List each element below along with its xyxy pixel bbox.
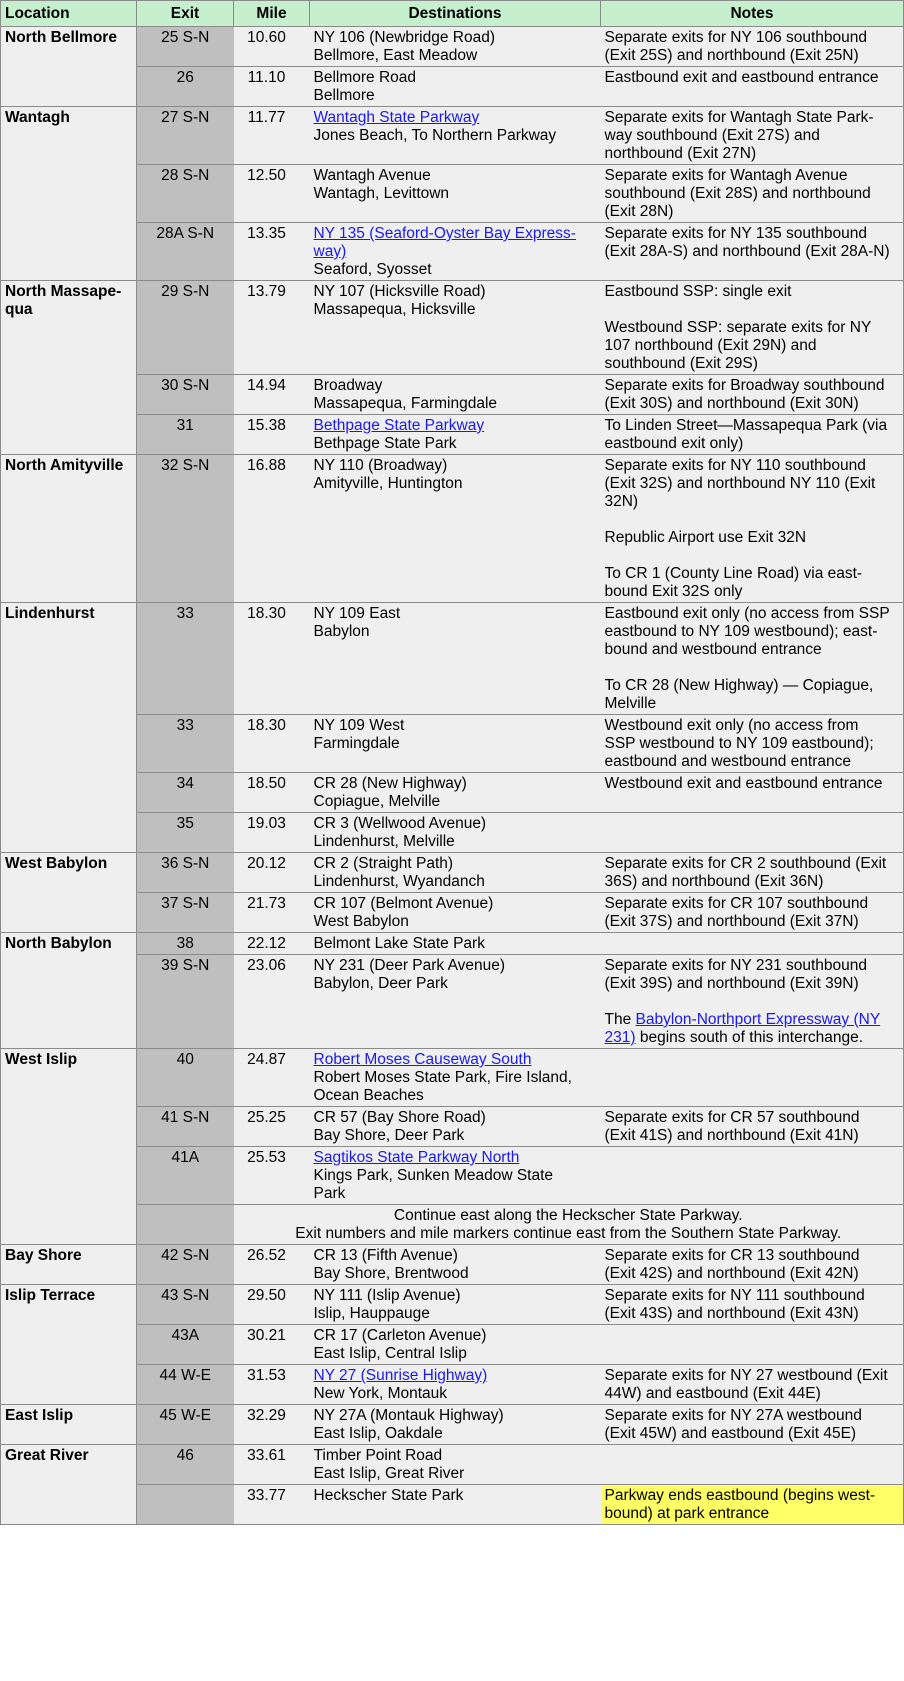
- location-name: West Islip: [5, 1051, 78, 1068]
- destinations-cell: [310, 27, 601, 67]
- destination-text: Wantagh, Levittown: [313, 185, 450, 202]
- note-spacer: [605, 301, 900, 319]
- destination-text: Bellmore Road: [313, 69, 417, 86]
- note-spacer: [605, 993, 900, 1011]
- mile-marker: 10.60: [234, 27, 310, 67]
- exit-number: 42 S-N: [137, 1245, 234, 1285]
- destination-text: East Islip, Central Islip: [313, 1345, 467, 1362]
- text-line: way southbound (Exit 27S) and: [604, 127, 820, 144]
- note-spacer: [605, 659, 900, 677]
- notes-cell: [601, 223, 904, 281]
- location-name: North Bellmore: [5, 29, 117, 46]
- exit-number: 44 W-E: [137, 1365, 234, 1405]
- location-cell: [1, 1049, 137, 1245]
- notes-cell: [601, 107, 904, 165]
- destination-link-wrap: [314, 417, 597, 435]
- text-line: Westbound SSP: separate exits for NY: [604, 319, 872, 336]
- destination-text: NY 231 (Deer Park Avenue): [313, 957, 506, 974]
- location-cell: [1, 1285, 137, 1405]
- destination-text: Ocean Beaches: [313, 1087, 424, 1104]
- location-name: North Massape-: [5, 283, 122, 300]
- destinations-cell: [310, 933, 601, 955]
- mile-marker: 16.88: [234, 455, 310, 603]
- notes-cell: [601, 1325, 904, 1365]
- notes-cell: [601, 603, 904, 715]
- destination-text: Seaford, Syosset: [313, 261, 432, 278]
- exit-number: 43A: [137, 1325, 234, 1365]
- location-cell: [1, 933, 137, 1049]
- notes-cell: [601, 165, 904, 223]
- text-line: 32N): [604, 493, 639, 510]
- exit-number: 33: [137, 715, 234, 773]
- table-row: [1, 107, 904, 165]
- text-line: bound Exit 32S only: [604, 583, 743, 600]
- table-row: [1, 165, 904, 223]
- destination-text: NY 109 East: [313, 605, 401, 622]
- destination-text: Massapequa, Hicksville: [313, 301, 476, 318]
- notes-cell: [601, 1485, 904, 1525]
- text-line: bound and westbound entrance: [604, 641, 822, 658]
- destinations-cell: [310, 893, 601, 933]
- text-line: To CR 1 (County Line Road) via east-: [604, 565, 863, 582]
- destination-text: Islip, Hauppauge: [313, 1305, 430, 1322]
- destinations-cell: [310, 1325, 601, 1365]
- note-link[interactable]: Babylon-Northport Expressway (NY: [635, 1011, 881, 1028]
- text-line: Separate exits for NY 135 southbound: [604, 225, 868, 242]
- notes-cell: [601, 893, 904, 933]
- mile-marker: 11.77: [234, 107, 310, 165]
- notes-cell: [601, 455, 904, 603]
- table-body: [1, 27, 904, 1525]
- table-row: [1, 1147, 904, 1205]
- text-line: eastbound to NY 109 westbound); east-: [604, 623, 878, 640]
- exit-number: 41A: [137, 1147, 234, 1205]
- mile-marker: 25.53: [234, 1147, 310, 1205]
- mile-marker: 33.77: [234, 1485, 310, 1525]
- notes-cell: [601, 27, 904, 67]
- notes-cell: [601, 715, 904, 773]
- destination-text: CR 3 (Wellwood Avenue): [313, 815, 487, 832]
- table-row: [1, 773, 904, 813]
- destination-link-wrap: [314, 109, 597, 127]
- table-row: [1, 1285, 904, 1325]
- notes-cell: [601, 1107, 904, 1147]
- location-cell: [1, 1445, 137, 1525]
- notes-cell: [601, 1365, 904, 1405]
- text-line: Separate exits for Wantagh State Park-: [604, 109, 874, 126]
- location-cell: [1, 107, 137, 281]
- exit-number: 31: [137, 415, 234, 455]
- notes-cell: [601, 773, 904, 813]
- exit-number: 29 S-N: [137, 281, 234, 375]
- exit-number: 40: [137, 1049, 234, 1107]
- destination-text: Lindenhurst, Melville: [313, 833, 455, 850]
- text-line: 44W) and eastbound (Exit 44E): [604, 1385, 821, 1402]
- location-name: North Amityville: [5, 457, 124, 474]
- destination-text: Bay Shore, Deer Park: [313, 1127, 465, 1144]
- exit-number: 38: [137, 933, 234, 955]
- table-row: [1, 415, 904, 455]
- continuation-text: Continue east along the Heckscher State Parkway.: [393, 1207, 743, 1224]
- exit-header: Exit: [137, 1, 234, 27]
- destinations-cell: [310, 1485, 601, 1525]
- destination-text: CR 13 (Fifth Avenue): [313, 1247, 458, 1264]
- text-line: southbound (Exit 28S) and northbound: [604, 185, 871, 202]
- text-line: Separate exits for NY 110 southbound: [604, 457, 866, 474]
- destination-text: Broadway: [313, 377, 383, 394]
- text-line: eastbound exit only): [604, 435, 744, 452]
- destinations-cell: [310, 107, 601, 165]
- table-row: [1, 281, 904, 375]
- text-line: northbound (Exit 27N): [604, 145, 757, 162]
- destinations-cell: [310, 1285, 601, 1325]
- continuation-text: Exit numbers and mile markers continue east from the Southern State Parkway.: [295, 1225, 842, 1242]
- destination-text: NY 27A (Montauk Highway): [313, 1407, 504, 1424]
- text-line: Eastbound exit only (no access from SSP: [604, 605, 890, 622]
- text-line: Melville: [604, 695, 657, 712]
- text-line: Separate exits for Wantagh Avenue: [604, 167, 848, 184]
- text-line: To Linden Street—Massapequa Park (via: [604, 417, 888, 434]
- destinations-cell: [310, 281, 601, 375]
- text-line: Separate exits for CR 2 southbound (Exit: [604, 855, 887, 872]
- text-line: southbound (Exit 29S): [604, 355, 758, 372]
- location-name: Bay Shore: [5, 1247, 82, 1264]
- exit-number: 37 S-N: [137, 893, 234, 933]
- destination-text: Robert Moses State Park, Fire Island,: [313, 1069, 572, 1086]
- text-line: Separate exits for NY 27A westbound: [604, 1407, 862, 1424]
- text-line: (Exit 37S) and northbound (Exit 37N): [604, 913, 859, 930]
- notes-cell: [601, 415, 904, 455]
- destination-text: NY 109 West: [313, 717, 405, 734]
- mile-marker: 11.10: [234, 67, 310, 107]
- destination-text: Belmont Lake State Park: [313, 935, 485, 952]
- table-row: [1, 27, 904, 67]
- destinations-cell: [310, 1147, 601, 1205]
- notes-cell: [601, 853, 904, 893]
- destinations-header: Destinations: [310, 1, 601, 27]
- destination-text: Bethpage State Park: [313, 435, 457, 452]
- table-row: [1, 933, 904, 955]
- note-text: The: [604, 1011, 636, 1028]
- destinations-cell: [310, 223, 601, 281]
- table-row: [1, 1245, 904, 1285]
- table-row: [1, 1365, 904, 1405]
- note-paragraph: [605, 1011, 900, 1047]
- destination-text: Babylon: [313, 623, 370, 640]
- exit-cell: [137, 1205, 234, 1245]
- exit-number: 39 S-N: [137, 955, 234, 1049]
- mile-marker: 15.38: [234, 415, 310, 455]
- exit-number: 28A S-N: [137, 223, 234, 281]
- destinations-cell: [310, 1365, 601, 1405]
- text-line: (Exit 28A-S) and northbound (Exit 28A-N): [604, 243, 890, 260]
- location-name: Islip Terrace: [5, 1287, 96, 1304]
- destinations-cell: [310, 603, 601, 715]
- destinations-cell: [310, 715, 601, 773]
- text-line: (Exit 45W) and eastbound (Exit 45E): [604, 1425, 857, 1442]
- location-name: North Babylon: [5, 935, 112, 952]
- text-line: Separate exits for CR 13 southbound: [604, 1247, 860, 1264]
- location-cell: [1, 1245, 137, 1285]
- location-name: Great River: [5, 1447, 89, 1464]
- destinations-cell: [310, 955, 601, 1049]
- mile-marker: 26.52: [234, 1245, 310, 1285]
- mile-marker: 22.12: [234, 933, 310, 955]
- text-line: Separate exits for NY 27 westbound (Exit: [604, 1367, 888, 1384]
- mile-marker: 29.50: [234, 1285, 310, 1325]
- text-line: (Exit 25S) and northbound (Exit 25N): [604, 47, 859, 64]
- destination-text: NY 106 (Newbridge Road): [313, 29, 496, 46]
- text-line: (Exit 30S) and northbound (Exit 30N): [604, 395, 859, 412]
- destination-text: CR 2 (Straight Path): [313, 855, 454, 872]
- mile-marker: 19.03: [234, 813, 310, 853]
- destinations-cell: [310, 1445, 601, 1485]
- destination-text: CR 57 (Bay Shore Road): [313, 1109, 486, 1126]
- destination-text: Copiague, Melville: [313, 793, 441, 810]
- table-row: [1, 893, 904, 933]
- table-row: [1, 813, 904, 853]
- mile-marker: 18.30: [234, 603, 310, 715]
- exit-number: 46: [137, 1445, 234, 1485]
- destination-link[interactable]: way): [313, 243, 347, 260]
- destinations-cell: [310, 813, 601, 853]
- note-spacer: [605, 547, 900, 565]
- destinations-cell: [310, 165, 601, 223]
- destination-text: Bay Shore, Brentwood: [313, 1265, 469, 1282]
- mile-marker: 23.06: [234, 955, 310, 1049]
- table-row: [1, 1325, 904, 1365]
- destinations-cell: [310, 1107, 601, 1147]
- destination-link[interactable]: Wantagh State Parkway: [313, 109, 480, 126]
- location-name: East Islip: [5, 1407, 74, 1424]
- exit-number: 34: [137, 773, 234, 813]
- location-name: qua: [5, 301, 33, 318]
- location-name: West Babylon: [5, 855, 108, 872]
- destination-link[interactable]: NY 27 (Sunrise Highway): [313, 1367, 488, 1384]
- exit-number: 35: [137, 813, 234, 853]
- text-line: 36S) and northbound (Exit 36N): [604, 873, 824, 890]
- location-header: Location: [1, 1, 137, 27]
- table-row: [1, 67, 904, 107]
- destinations-cell: [310, 67, 601, 107]
- mile-marker: 21.73: [234, 893, 310, 933]
- notes-cell: [601, 375, 904, 415]
- notes-cell: [601, 281, 904, 375]
- destination-text: Amityville, Huntington: [313, 475, 463, 492]
- destination-text: CR 107 (Belmont Avenue): [313, 895, 494, 912]
- text-line: Westbound exit and eastbound entrance: [604, 775, 883, 792]
- text-line: Eastbound exit and eastbound entrance: [604, 69, 879, 86]
- destinations-cell: [310, 375, 601, 415]
- destination-text: CR 28 (New Highway): [313, 775, 467, 792]
- destination-text: Bellmore, East Meadow: [313, 47, 478, 64]
- exit-number: 45 W-E: [137, 1405, 234, 1445]
- text-line: Separate exits for NY 106 southbound: [604, 29, 868, 46]
- text-line: Separate exits for CR 107 southbound: [604, 895, 869, 912]
- destination-link-wrap: [314, 225, 597, 261]
- exit-number: 36 S-N: [137, 853, 234, 893]
- table-row: [1, 223, 904, 281]
- destinations-cell: [310, 455, 601, 603]
- mile-marker: 18.50: [234, 773, 310, 813]
- destination-text: Jones Beach, To Northern Parkway: [313, 127, 557, 144]
- destination-text: NY 111 (Islip Avenue): [313, 1287, 461, 1304]
- note-text: begins south of this interchange.: [635, 1029, 864, 1046]
- destination-text: Bellmore: [313, 87, 375, 104]
- destination-link[interactable]: Sagtikos State Parkway North: [313, 1149, 520, 1166]
- text-line: Separate exits for NY 231 southbound: [604, 957, 868, 974]
- destination-text: NY 110 (Broadway): [313, 457, 448, 474]
- destination-link[interactable]: Robert Moses Causeway South: [313, 1051, 532, 1068]
- location-name: Wantagh: [5, 109, 70, 126]
- mile-marker: 30.21: [234, 1325, 310, 1365]
- table-row: [1, 375, 904, 415]
- mile-header: Mile: [234, 1, 310, 27]
- location-cell: [1, 455, 137, 603]
- destinations-cell: [310, 1405, 601, 1445]
- text-line: To CR 28 (New Highway) — Copiague,: [604, 677, 874, 694]
- mile-marker: 25.25: [234, 1107, 310, 1147]
- mile-marker: 18.30: [234, 715, 310, 773]
- text-line: eastbound and westbound entrance: [604, 753, 851, 770]
- exit-number: [137, 1485, 234, 1525]
- exit-number: 41 S-N: [137, 1107, 234, 1147]
- exit-number: 26: [137, 67, 234, 107]
- notes-cell: [601, 1147, 904, 1205]
- note-spacer: [605, 511, 900, 529]
- destinations-cell: [310, 1049, 601, 1107]
- text-line: Separate exits for NY 111 southbound: [604, 1287, 865, 1304]
- location-cell: [1, 603, 137, 853]
- location-cell: [1, 281, 137, 455]
- table-row: [1, 1049, 904, 1107]
- text-line: (Exit 39S) and northbound (Exit 39N): [604, 975, 859, 992]
- notes-cell: [601, 1445, 904, 1485]
- notes-cell: [601, 1245, 904, 1285]
- continuation-row: [1, 1205, 904, 1245]
- mile-marker: 14.94: [234, 375, 310, 415]
- destination-text: NY 107 (Hicksville Road): [313, 283, 486, 300]
- mile-marker: 33.61: [234, 1445, 310, 1485]
- notes-cell: [601, 813, 904, 853]
- mile-marker: 12.50: [234, 165, 310, 223]
- text-line: (Exit 32S) and northbound NY 110 (Exit: [604, 475, 876, 492]
- text-line: Separate exits for CR 57 southbound: [604, 1109, 860, 1126]
- exit-number: 43 S-N: [137, 1285, 234, 1325]
- exit-number: 30 S-N: [137, 375, 234, 415]
- destination-link-wrap: [314, 1149, 597, 1167]
- notes-cell: [601, 67, 904, 107]
- text-line: Eastbound SSP: single exit: [604, 283, 792, 300]
- exit-number: 33: [137, 603, 234, 715]
- notes-cell: [601, 1285, 904, 1325]
- text-line: Republic Airport use Exit 32N: [604, 529, 807, 546]
- text-line: 107 northbound (Exit 29N) and: [604, 337, 817, 354]
- destination-text: Massapequa, Farmingdale: [313, 395, 498, 412]
- continuation-note: [234, 1205, 904, 1245]
- destination-text: Babylon, Deer Park: [313, 975, 448, 992]
- destination-text: Wantagh Avenue: [313, 167, 431, 184]
- destination-text: New York, Montauk: [313, 1385, 448, 1402]
- mile-marker: 20.12: [234, 853, 310, 893]
- table-row: [1, 455, 904, 603]
- location-cell: [1, 27, 137, 107]
- destination-link[interactable]: NY 135 (Seaford-Oyster Bay Express-: [313, 225, 576, 242]
- location-cell: [1, 853, 137, 933]
- header-row: [1, 1, 904, 27]
- destination-link-wrap: [314, 1367, 597, 1385]
- destinations-cell: [310, 773, 601, 813]
- mile-marker: 31.53: [234, 1365, 310, 1405]
- notes-header: Notes: [601, 1, 904, 27]
- destination-text: CR 17 (Carleton Avenue): [313, 1327, 487, 1344]
- mile-marker: 32.29: [234, 1405, 310, 1445]
- text-line: (Exit 43S) and northbound (Exit 43N): [604, 1305, 859, 1322]
- exit-number: 27 S-N: [137, 107, 234, 165]
- destination-link-wrap: [314, 1051, 597, 1069]
- notes-cell: [601, 1405, 904, 1445]
- notes-cell: [601, 1049, 904, 1107]
- notes-cell: [601, 933, 904, 955]
- destination-text: East Islip, Great River: [313, 1465, 465, 1482]
- notes-cell: [601, 955, 904, 1049]
- location-cell: [1, 1405, 137, 1445]
- destination-text: Lindenhurst, Wyandanch: [313, 873, 485, 890]
- text-line: Separate exits for Broadway southbound: [604, 377, 885, 394]
- text-line: SSP westbound to NY 109 eastbound);: [604, 735, 874, 752]
- destination-text: Heckscher State Park: [313, 1487, 464, 1504]
- table-row: [1, 715, 904, 773]
- table-row: [1, 1485, 904, 1525]
- exit-number: 32 S-N: [137, 455, 234, 603]
- exit-number: 28 S-N: [137, 165, 234, 223]
- text-line: (Exit 42S) and northbound (Exit 42N): [604, 1265, 859, 1282]
- mile-marker: 13.35: [234, 223, 310, 281]
- table-row: [1, 955, 904, 1049]
- text-line: bound) at park entrance: [604, 1505, 770, 1522]
- location-name: Lindenhurst: [5, 605, 95, 622]
- destination-text: Farmingdale: [313, 735, 400, 752]
- table-row: [1, 1107, 904, 1147]
- destination-text: Timber Point Road: [313, 1447, 443, 1464]
- mile-marker: 13.79: [234, 281, 310, 375]
- destinations-cell: [310, 415, 601, 455]
- note-link[interactable]: 231): [604, 1029, 636, 1046]
- table-row: [1, 1445, 904, 1485]
- table-row: [1, 603, 904, 715]
- text-line: (Exit 41S) and northbound (Exit 41N): [604, 1127, 859, 1144]
- destination-text: East Islip, Oakdale: [313, 1425, 443, 1442]
- destinations-cell: [310, 853, 601, 893]
- destinations-cell: [310, 1245, 601, 1285]
- destination-text: West Babylon: [313, 913, 409, 930]
- table-row: [1, 853, 904, 893]
- destination-text: Park: [313, 1185, 346, 1202]
- text-line: Westbound exit only (no access from: [604, 717, 859, 734]
- mile-marker: 24.87: [234, 1049, 310, 1107]
- table-row: [1, 1405, 904, 1445]
- text-line: Parkway ends eastbound (begins west-: [604, 1487, 876, 1504]
- exit-number: 25 S-N: [137, 27, 234, 67]
- text-line: (Exit 28N): [604, 203, 674, 220]
- destination-text: Kings Park, Sunken Meadow State: [313, 1167, 554, 1184]
- destination-link[interactable]: Bethpage State Parkway: [313, 417, 485, 434]
